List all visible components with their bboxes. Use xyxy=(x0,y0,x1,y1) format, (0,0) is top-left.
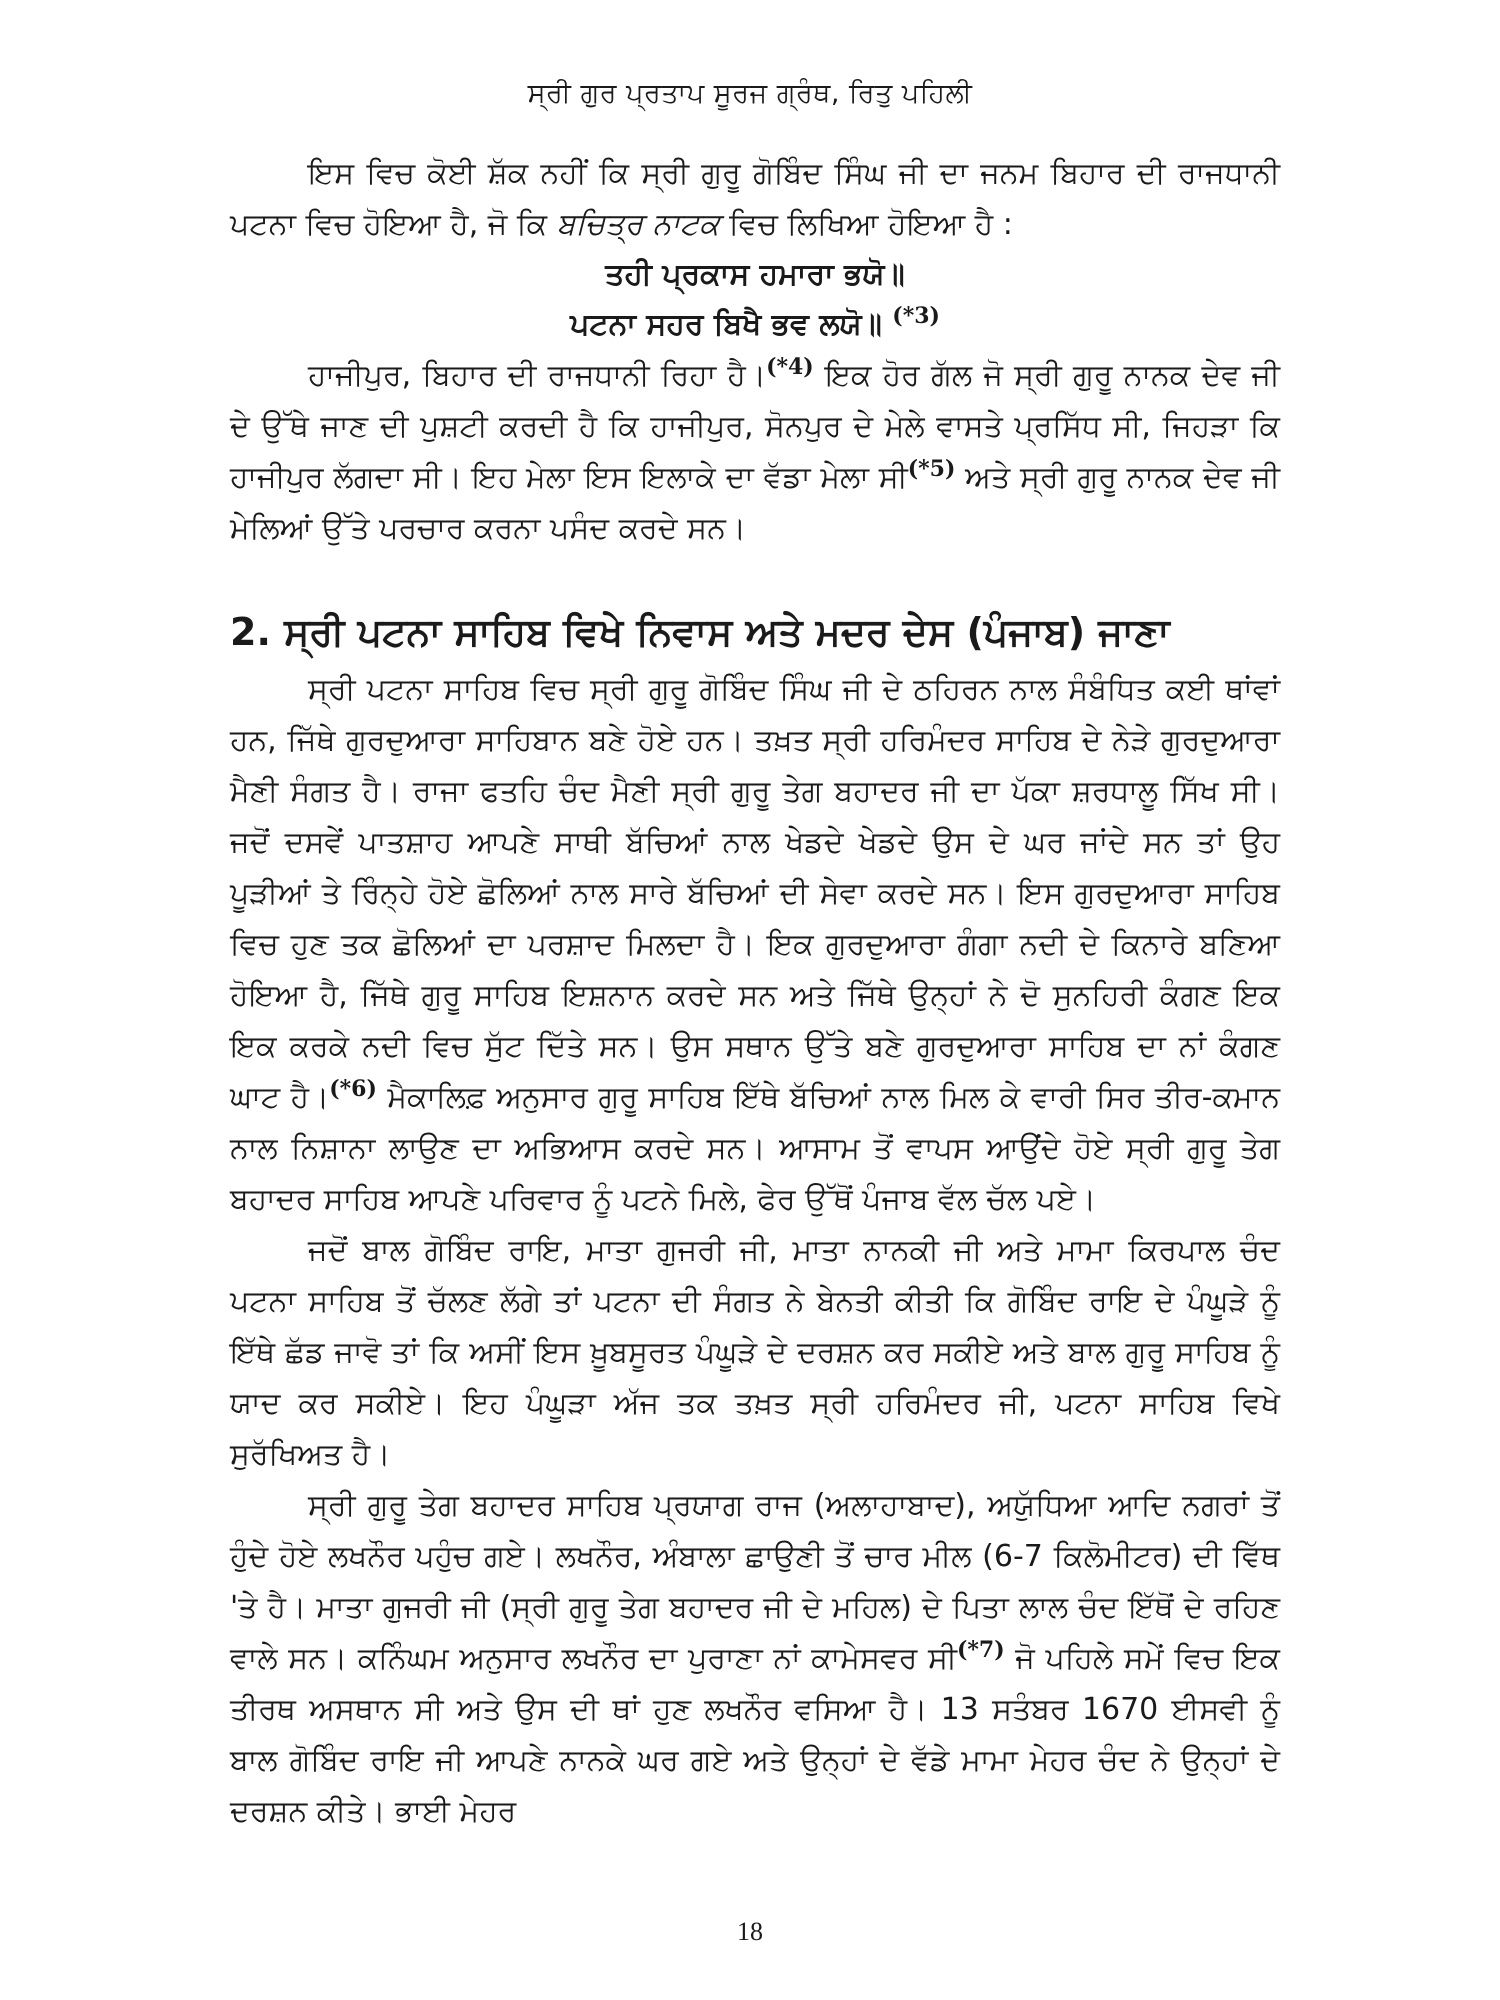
verse-quote xyxy=(230,250,1280,350)
footnote-ref-4: (*4) xyxy=(766,354,814,380)
intro-paragraph-2 xyxy=(230,350,1280,554)
section-heading: 2. ਸ੍ਰੀ ਪਟਨਾ ਸਾਹਿਬ ਵਿਖੇ ਨਿਵਾਸ ਅਤੇ ਮਦਰ ਦੇਸ (ਪੰਜਾਬ) ਜਾਣਾ xyxy=(230,610,1170,654)
book-title-bachitar-natak: ਬਚਿਤ੍ਰ ਨਾਟਕ xyxy=(556,207,720,242)
section-p1-text-a: ਸ੍ਰੀ ਪਟਨਾ ਸਾਹਿਬ ਵਿਚ ਸ੍ਰੀ ਗੁਰੂ ਗੋਬਿੰਦ ਸਿੰਘ ਜੀ ਦੇ ਠਹਿਰਨ ਨਾਲ ਸੰਬੰਧਿਤ ਕਈ ਥਾਂਵਾਂ ਹਨ, ਜਿੱਥੇ ਗੁਰਦੁਆਰਾ ਸਾਹਿਬਾਨ ਬਣੇ ਹੋਏ ਹਨ। ਤਖ਼ਤ ਸ੍ਰੀ ਹਰਿਮੰਦਰ ਸਾਹਿਬ ਦੇ ਨੇੜੇ ਗੁਰਦੁਆਰਾ ਮੈਣੀ ਸੰਗਤ ਹੈ। ਰਾਜਾ ਫਤਹਿ ਚੰਦ ਮੈਣੀ ਸ੍ਰੀ ਗੁਰੂ ਤੇਗ ਬਹਾਦਰ ਜੀ ਦਾ ਪੱਕਾ ਸ਼ਰਧਾਲੂ ਸਿੱਖ ਸੀ। ਜਦੋਂ ਦਸਵੇਂ ਪਾਤਸ਼ਾਹ ਆਪਣੇ ਸਾਥੀ ਬੱਚਿਆਂ ਨਾਲ ਖੇਡਦੇ ਖੇਡਦੇ ਉਸ ਦੇ ਘਰ ਜਾਂਦੇ ਸਨ ਤਾਂ ਉਹ ਪੂੜੀਆਂ ਤੇ ਰਿੰਨ੍ਹੇ ਹੋਏ ਛੋਲਿਆਂ ਨਾਲ ਸਾਰੇ ਬੱਚਿਆਂ ਦੀ ਸੇਵਾ ਕਰਦੇ ਸਨ। ਇਸ ਗੁਰਦੁਆਰਾ ਸਾਹਿਬ ਵਿਚ ਹੁਣ ਤਕ ਛੋਲਿਆਂ ਦਾ ਪਰਸ਼ਾਦ ਮਿਲਦਾ ਹੈ। ਇਕ ਗੁਰਦੁਆਰਾ ਗੰਗਾ ਨਦੀ ਦੇ ਕਿਨਾਰੇ ਬਣਿਆ ਹੋਇਆ ਹੈ, ਜਿੱਥੇ ਗੁਰੂ ਸਾਹਿਬ ਇਸ਼ਨਾਨ ਕਰਦੇ ਸਨ ਅਤੇ ਜਿੱਥੇ ਉਨ੍ਹਾਂ ਨੇ ਦੋ ਸੁਨਹਿਰੀ ਕੰਗਣ ਇਕ ਇਕ ਕਰਕੇ ਨਦੀ ਵਿਚ ਸੁੱਟ ਦਿੱਤੇ ਸਨ। ਉਸ ਸਥਾਨ ਉੱਤੇ ਬਣੇ ਗੁਰਦੁਆਰਾ ਸਾਹਿਬ ਦਾ ਨਾਂ ਕੰਗਣ ਘਾਟ ਹੈ। xyxy=(230,672,1280,1115)
section-p1-text-b: ਮੈਕਾਲਿਫ਼ ਅਨੁਸਾਰ ਗੁਰੂ ਸਾਹਿਬ ਇੱਥੇ ਬੱਚਿਆਂ ਨਾਲ ਮਿਲ ਕੇ ਵਾਰੀ ਸਿਰ ਤੀਰ-ਕਮਾਨ ਨਾਲ ਨਿਸ਼ਾਨਾ ਲਾਉਣ ਦਾ ਅਭਿਆਸ ਕਰਦੇ ਸਨ। ਆਸਾਮ ਤੋਂ ਵਾਪਸ ਆਉਂਦੇ ਹੋਏ ਸ੍ਰੀ ਗੁਰੂ ਤੇਗ ਬਹਾਦਰ ਸਾਹਿਬ ਆਪਣੇ ਪਰਿਵਾਰ ਨੂੰ ਪਟਨੇ ਮਿਲੇ, ਫੇਰ ਉੱਥੋਂ ਪੰਜਾਬ ਵੱਲ ਚੱਲ ਪਏ। xyxy=(230,1080,1280,1217)
section-paragraph-3 xyxy=(230,1480,1280,1837)
intro-p2-text-a: ਹਾਜੀਪੁਰ, ਬਿਹਾਰ ਦੀ ਰਾਜਧਾਨੀ ਰਿਹਾ ਹੈ। xyxy=(308,358,767,393)
footnote-ref-3: (*3) xyxy=(892,303,940,329)
intro-p2-text-b: ਇਕ ਹੋਰ ਗੱਲ ਜੋ ਸ੍ਰੀ ਗੁਰੂ ਨਾਨਕ ਦੇਵ ਜੀ ਦੇ ਉੱਥੇ ਜਾਣ ਦੀ ਪੁਸ਼ਟੀ ਕਰਦੀ ਹੈ ਕਿ ਹਾਜੀਪੁਰ, ਸੋਨਪੁਰ ਦੇ ਮੇਲੇ ਵਾਸਤੇ ਪ੍ਰਸਿੱਧ ਸੀ, ਜਿਹੜਾ ਕਿ ਹਾਜੀਪੁਰ ਲੱਗਦਾ ਸੀ। ਇਹ ਮੇਲਾ ਇਸ ਇਲਾਕੇ ਦਾ ਵੱਡਾ ਮੇਲਾ ਸੀ xyxy=(230,358,1280,495)
section-paragraph-2: ਜਦੋਂ ਬਾਲ ਗੋਬਿੰਦ ਰਾਇ, ਮਾਤਾ ਗੁਜਰੀ ਜੀ, ਮਾਤਾ ਨਾਨਕੀ ਜੀ ਅਤੇ ਮਾਮਾ ਕਿਰਪਾਲ ਚੰਦ ਪਟਨਾ ਸਾਹਿਬ ਤੋਂ ਚੱਲਣ ਲੱਗੇ ਤਾਂ ਪਟਨਾ ਦੀ ਸੰਗਤ ਨੇ ਬੇਨਤੀ ਕੀਤੀ ਕਿ ਗੋਬਿੰਦ ਰਾਇ ਦੇ ਪੰਘੂੜੇ ਨੂੰ ਇੱਥੇ ਛੱਡ ਜਾਵੋ ਤਾਂ ਕਿ ਅਸੀਂ ਇਸ ਖ਼ੂਬਸੂਰਤ ਪੰਘੂੜੇ ਦੇ ਦਰਸ਼ਨ ਕਰ ਸਕੀਏ ਅਤੇ ਬਾਲ ਗੁਰੂ ਸਾਹਿਬ ਨੂੰ ਯਾਦ ਕਰ ਸਕੀਏ। ਇਹ ਪੰਘੂੜਾ ਅੱਜ ਤਕ ਤਖ਼ਤ ਸ੍ਰੀ ਹਰਿਮੰਦਰ ਜੀ, ਪਟਨਾ ਸਾਹਿਬ ਵਿਖੇ ਸੁਰੱਖਿਅਤ ਹੈ। xyxy=(230,1233,1280,1472)
footnote-ref-7: (*7) xyxy=(957,1637,1005,1663)
intro-p1-text-b: ਵਿਚ ਲਿਖਿਆ ਹੋਇਆ ਹੈ : xyxy=(729,207,1013,242)
page-number: 18 xyxy=(737,1917,763,1946)
section-p3-text-a: ਸ੍ਰੀ ਗੁਰੂ ਤੇਗ ਬਹਾਦਰ ਸਾਹਿਬ ਪ੍ਰਯਾਗ ਰਾਜ (ਅਲਾਹਾਬਾਦ), ਅਯੁੱਧਿਆ ਆਦਿ ਨਗਰਾਂ ਤੋਂ ਹੁੰਦੇ ਹੋਏ ਲਖਨੌਰ ਪਹੁੰਚ ਗਏ। ਲਖਨੌਰ, ਅੰਬਾਲਾ ਛਾਉਣੀ ਤੋਂ ਚਾਰ ਮੀਲ (6-7 ਕਿਲੋਮੀਟਰ) ਦੀ ਵਿੱਥ 'ਤੇ ਹੈ। ਮਾਤਾ ਗੁਜਰੀ ਜੀ (ਸ੍ਰੀ ਗੁਰੂ ਤੇਗ ਬਹਾਦਰ ਜੀ ਦੇ ਮਹਿਲ) ਦੇ ਪਿਤਾ ਲਾਲ ਚੰਦ ਇੱਥੋਂ ਦੇ ਰਹਿਣ ਵਾਲੇ ਸਨ। ਕਨਿੰਘਮ ਅਨੁਸਾਰ ਲਖਨੌਰ ਦਾ ਪੁਰਾਣਾ ਨਾਂ ਕਾਮੇਸਵਰ ਸੀ xyxy=(230,1488,1280,1676)
running-head: ਸ੍ਰੀ ਗੁਰ ਪ੍ਰਤਾਪ ਸੂਰਜ ਗ੍ਰੰਥ, ਰਿਤੁ ਪਹਿਲੀ xyxy=(527,78,973,109)
verse-line-1: ਤਹੀ ਪ੍ਰਕਾਸ ਹਮਾਰਾ ਭਯੋ॥ xyxy=(605,257,905,292)
verse-line-2-text: ਪਟਨਾ ਸਹਰ ਬਿਖੈ ਭਵ ਲਯੋ॥ xyxy=(570,307,882,342)
intro-p2-text-c: ਅਤੇ ਸ੍ਰੀ ਗੁਰੂ ਨਾਨਕ ਦੇਵ ਜੀ ਮੇਲਿਆਂ ਉੱਤੇ ਪਰਚਾਰ ਕਰਨਾ ਪਸੰਦ ਕਰਦੇ ਸਨ। xyxy=(230,460,1281,546)
footnote-ref-6: (*6) xyxy=(329,1076,377,1102)
intro-p1-text-a: ਇਸ ਵਿਚ ਕੋਈ ਸ਼ੱਕ ਨਹੀਂ ਕਿ ਸ੍ਰੀ ਗੁਰੂ ਗੋਬਿੰਦ ਸਿੰਘ ਜੀ ਦਾ ਜਨਮ ਬਿਹਾਰ ਦੀ ਰਾਜਧਾਨੀ ਪਟਨਾ ਵਿਚ ਹੋਇਆ ਹੈ, ਜੋ ਕਿ xyxy=(230,156,1280,242)
verse-line-2 xyxy=(230,300,1280,350)
intro-paragraph-1 xyxy=(230,148,1280,250)
section-p3-text-b: ਜੋ ਪਹਿਲੇ ਸਮੇਂ ਵਿਚ ਇਕ ਤੀਰਥ ਅਸਥਾਨ ਸੀ ਅਤੇ ਉਸ ਦੀ ਥਾਂ ਹੁਣ ਲਖਨੌਰ ਵਸਿਆ ਹੈ। 13 ਸਤੰਬਰ 1670 ਈਸਵੀ ਨੂੰ ਬਾਲ ਗੋਬਿੰਦ ਰਾਇ ਜੀ ਆਪਣੇ ਨਾਨਕੇ ਘਰ ਗਏ ਅਤੇ ਉਨ੍ਹਾਂ ਦੇ ਵੱਡੇ ਮਾਮਾ ਮੇਹਰ ਚੰਦ ਨੇ ਉਨ੍ਹਾਂ ਦੇ ਦਰਸ਼ਨ ਕੀਤੇ। ਭਾਈ ਮੇਹਰ xyxy=(230,1641,1280,1829)
body-text xyxy=(230,148,1280,1837)
section-paragraph-1 xyxy=(230,664,1280,1225)
footnote-ref-5: (*5) xyxy=(907,456,956,482)
